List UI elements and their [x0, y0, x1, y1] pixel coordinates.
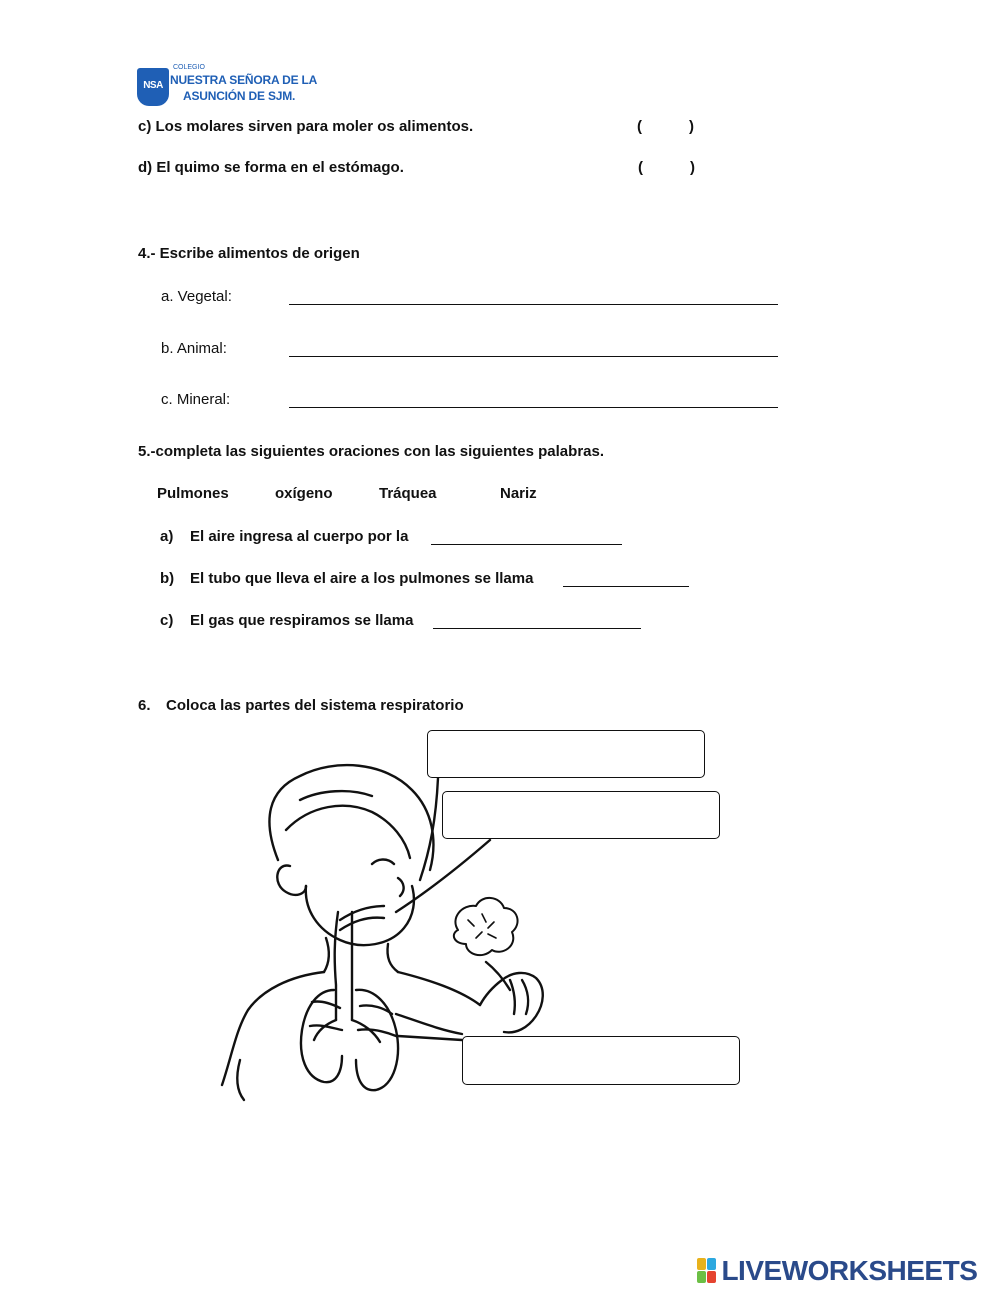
brand-tile — [707, 1271, 716, 1283]
sentence-marker-c: c) — [160, 612, 174, 629]
section5-title: 5.-completa las siguientes oraciones con las siguientes palabras. — [138, 443, 605, 460]
ear-outline — [277, 866, 306, 895]
section6-number: 6. — [138, 697, 151, 714]
sentence-b: El tubo que lleva el aire a los pulmones se llama — [190, 570, 534, 587]
section4-title: 4.- Escribe alimentos de origen — [138, 245, 360, 262]
label-box-2[interactable] — [442, 791, 720, 839]
sentence-a: El aire ingresa al cuerpo por la — [190, 528, 409, 545]
liveworksheets-brand — [697, 1255, 977, 1287]
brand-tile — [707, 1258, 716, 1270]
face-outline — [306, 886, 414, 945]
sentence-c: El gas que respiramos se llama — [190, 612, 414, 629]
flower-icon — [454, 898, 518, 955]
section6-title: Coloca las partes del sistema respiratorio — [166, 697, 464, 714]
brand-tile — [697, 1271, 706, 1283]
statement-d: d) El quimo se forma en el estómago. — [138, 159, 404, 176]
trachea-left — [335, 912, 338, 1020]
sentence-marker-a: a) — [160, 528, 174, 545]
logo-line-2: ASUNCIÓN DE SJM. — [183, 89, 296, 103]
sentence-marker-b: b) — [160, 570, 175, 587]
label-vegetal: a. Vegetal: — [161, 288, 232, 305]
shield-text: NSA — [143, 80, 163, 91]
word-bank-item: Nariz — [500, 485, 537, 502]
brand-tile — [697, 1258, 706, 1270]
label-animal: b. Animal: — [161, 340, 227, 357]
word-bank-item: Pulmones — [157, 485, 229, 502]
brand-wordmark: LIVEWORKSHEETS — [721, 1255, 978, 1286]
label-mineral: c. Mineral: — [161, 391, 231, 408]
brand-tiles-icon — [697, 1258, 717, 1284]
logo-line-1: NUESTRA SEÑORA DE LA — [170, 73, 318, 87]
word-bank-item: Tráquea — [379, 485, 437, 502]
paren-open-c: ( — [637, 118, 642, 135]
label-box-1[interactable] — [427, 730, 705, 778]
paren-open-d: ( — [638, 159, 643, 176]
paren-close-d: ) — [690, 159, 695, 176]
word-bank-item: oxígeno — [275, 485, 333, 502]
paren-close-c: ) — [689, 118, 694, 135]
statement-c: c) Los molares sirven para moler os alimentos. — [138, 118, 474, 135]
logo-small-text: COLEGIO — [173, 64, 205, 71]
label-box-3[interactable] — [462, 1036, 740, 1085]
